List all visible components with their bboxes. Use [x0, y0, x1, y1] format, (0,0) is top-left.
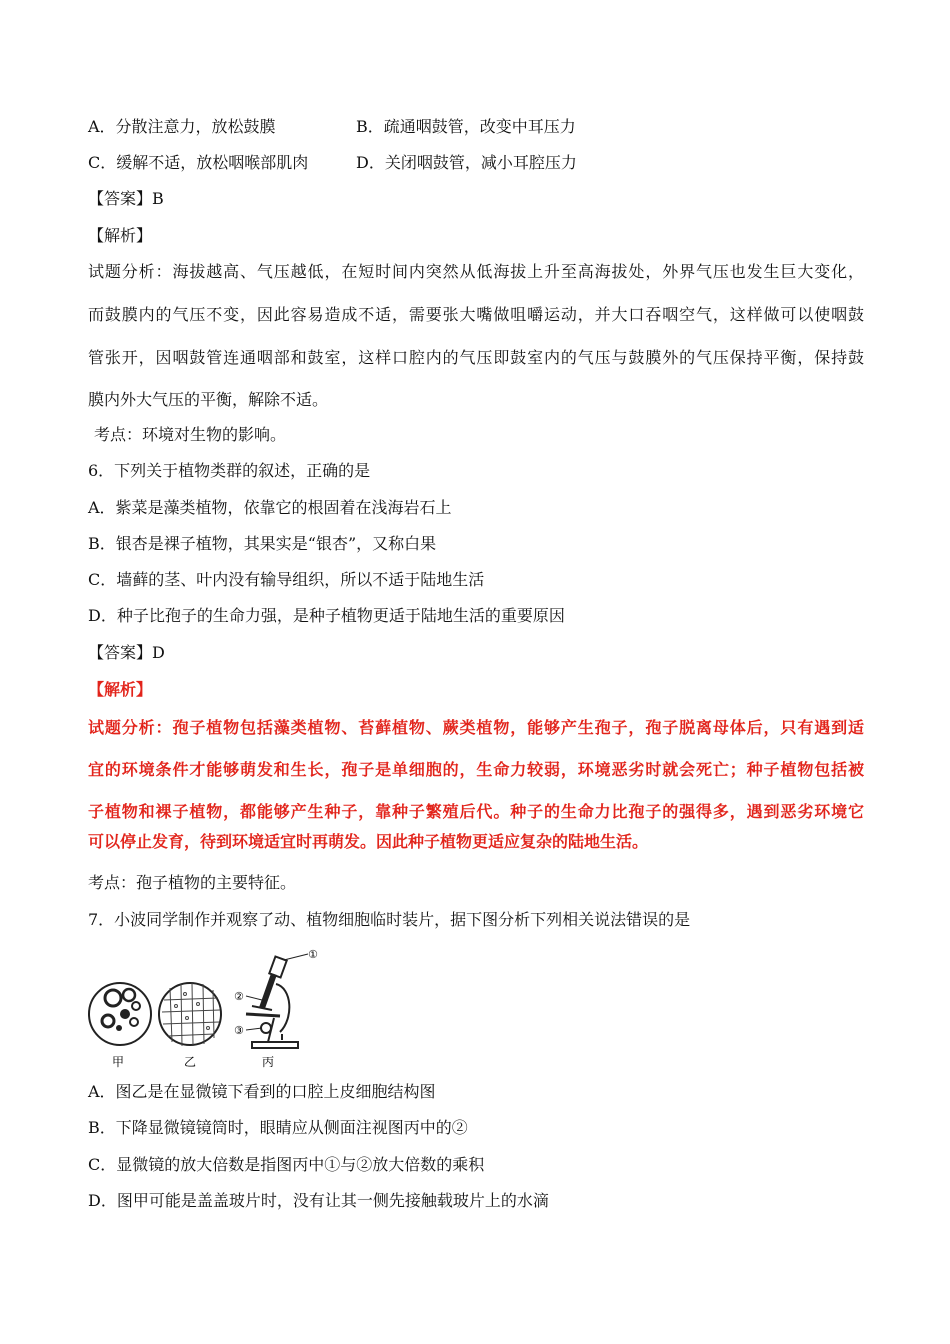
- q5-point: 考点：环境对生物的影响。: [94, 425, 287, 444]
- q6-point: 考点：孢子植物的主要特征。: [88, 873, 297, 892]
- marker-3: ③: [234, 1024, 244, 1037]
- q5-option-a: A．分散注意力，放松鼓膜: [88, 117, 276, 136]
- q6-option-a: A．紫菜是藻类植物，依靠它的根固着在浅海岩石上: [88, 498, 452, 517]
- q5-option-c: C．缓解不适，放松咽喉部肌肉: [88, 153, 309, 172]
- q7-option-b: B．下降显微镜镜筒时，眼睛应从侧面注视图丙中的②: [88, 1118, 468, 1137]
- q6-analysis-label: 【解析】: [88, 680, 153, 699]
- q5-analysis-line: 膜内外大气压的平衡，解除不适。: [88, 390, 329, 409]
- q7-option-c: C．显微镜的放大倍数是指图丙中①与②放大倍数的乘积: [88, 1155, 485, 1174]
- q6-option-c: C．墙藓的茎、叶内没有输导组织，所以不适于陆地生活: [88, 570, 485, 589]
- figure-label-jia: 甲: [112, 1055, 125, 1068]
- q6-analysis-line: 可以停止发育，待到环境适宜时再萌发。因此种子植物更适应复杂的陆地生活。: [88, 832, 649, 851]
- q5-answer: 【答案】B: [88, 189, 164, 208]
- q6-analysis-line: 试题分析：孢子植物包括藻类植物、苔藓植物、蕨类植物，能够产生孢子，孢子脱离母体后，只有遇到适: [88, 718, 864, 737]
- q6-analysis-line: 宜的环境条件才能够萌发和生长，孢子是单细胞的，生命力较弱，环境恶劣时就会死亡；种子植物包括被: [88, 760, 864, 779]
- figure-label-yi: 乙: [184, 1055, 197, 1068]
- q5-analysis-label: 【解析】: [88, 226, 153, 245]
- marker-1: ①: [308, 948, 318, 961]
- marker-2: ②: [234, 990, 244, 1003]
- figure-jia-cell-view: [89, 983, 151, 1045]
- q5-option-d: D．关闭咽鼓管，减小耳腔压力: [356, 153, 577, 172]
- q7-stem: 7．小波同学制作并观察了动、植物细胞临时装片，据下图分析下列相关说法错误的是: [88, 910, 691, 929]
- q6-option-d: D．种子比孢子的生命力强，是种子植物更适于陆地生活的重要原因: [88, 606, 565, 625]
- q6-analysis-line: 子植物和裸子植物，都能够产生种子，靠种子繁殖后代。种子的生命力比孢子的强得多，遇到恶劣环境它: [88, 802, 864, 821]
- figure-label-bing: 丙: [262, 1055, 275, 1068]
- q6-option-b: B．银杏是裸子植物，其果实是“银杏”，又称白果: [88, 534, 437, 553]
- q5-analysis-line: 管张开，因咽鼓管连通咽部和鼓室，这样口腔内的气压即鼓室内的气压与鼓膜外的气压保持平衡，保持鼓: [88, 348, 864, 367]
- q5-option-b: B．疏通咽鼓管，改变中耳压力: [356, 117, 576, 136]
- q7-option-a: A．图乙是在显微镜下看到的口腔上皮细胞结构图: [88, 1082, 436, 1101]
- q6-answer: 【答案】D: [88, 643, 165, 662]
- q5-analysis-line: 试题分析：海拔越高、气压越低，在短时间内突然从低海拔上升至高海拔处，外界气压也发生巨大变化，: [88, 262, 864, 281]
- q7-option-d: D．图甲可能是盖盖玻片时，没有让其一侧先接触载玻片上的水滴: [88, 1191, 549, 1210]
- q7-figure: [86, 948, 336, 1068]
- q6-stem: 6．下列关于植物类群的叙述，正确的是: [88, 461, 371, 480]
- figure-bing-microscope: [246, 954, 308, 1048]
- q5-analysis-line: 而鼓膜内的气压不变，因此容易造成不适，需要张大嘴做咀嚼运动，并大口吞咽空气，这样做可以使咽鼓: [88, 305, 864, 324]
- figure-yi-cell-view: [159, 983, 221, 1046]
